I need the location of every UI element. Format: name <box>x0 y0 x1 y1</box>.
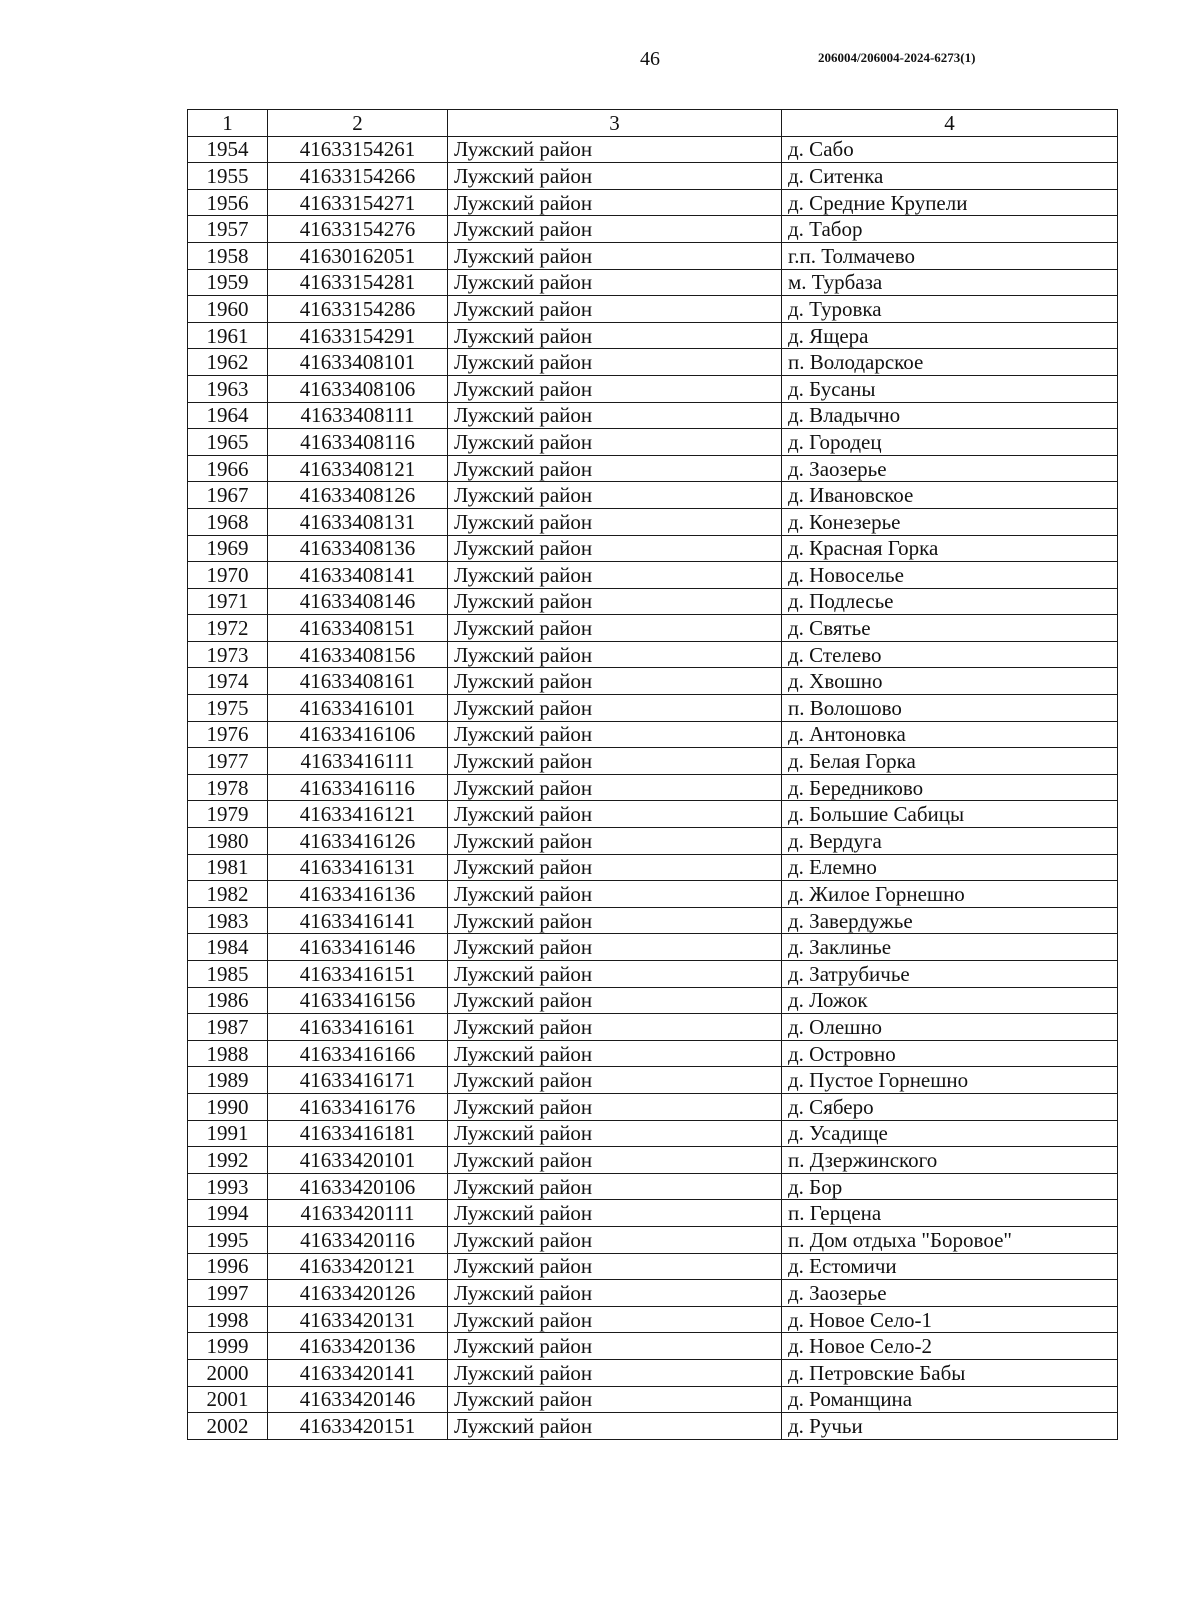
table-row <box>188 615 1118 642</box>
settlement-name: д. Табор <box>782 216 1118 243</box>
table-row <box>188 216 1118 243</box>
row-number: 1981 <box>188 854 268 881</box>
settlement-name: п. Герцена <box>782 1200 1118 1227</box>
district-name: Лужский район <box>448 907 782 934</box>
settlement-name: д. Затрубичье <box>782 961 1118 988</box>
oktmo-code: 41633154266 <box>268 163 448 190</box>
settlement-name: п. Дзержинского <box>782 1147 1118 1174</box>
settlement-name: п. Володарское <box>782 349 1118 376</box>
district-name: Лужский район <box>448 668 782 695</box>
oktmo-code: 41633420146 <box>268 1386 448 1413</box>
row-number: 1976 <box>188 721 268 748</box>
oktmo-code: 41633408131 <box>268 508 448 535</box>
district-name: Лужский район <box>448 349 782 376</box>
district-name: Лужский район <box>448 1200 782 1227</box>
table-row <box>188 322 1118 349</box>
settlement-name: д. Средние Крупели <box>782 189 1118 216</box>
settlement-name: д. Романщина <box>782 1386 1118 1413</box>
district-name: Лужский район <box>448 1306 782 1333</box>
district-name: Лужский район <box>448 1067 782 1094</box>
oktmo-code: 41633408121 <box>268 455 448 482</box>
district-name: Лужский район <box>448 322 782 349</box>
district-name: Лужский район <box>448 615 782 642</box>
table-row <box>188 455 1118 482</box>
district-name: Лужский район <box>448 854 782 881</box>
table-row <box>188 1147 1118 1174</box>
table-row <box>188 508 1118 535</box>
oktmo-code: 41633408101 <box>268 349 448 376</box>
oktmo-code: 41633408156 <box>268 641 448 668</box>
district-name: Лужский район <box>448 748 782 775</box>
row-number: 1955 <box>188 163 268 190</box>
oktmo-code: 41633420131 <box>268 1306 448 1333</box>
row-number: 1972 <box>188 615 268 642</box>
settlement-name: д. Елемно <box>782 854 1118 881</box>
table-row <box>188 1120 1118 1147</box>
table-row <box>188 136 1118 163</box>
document-id: 206004/206004-2024-6273(1) <box>818 50 976 65</box>
district-name: Лужский район <box>448 189 782 216</box>
settlement-name: г.п. Толмачево <box>782 242 1118 269</box>
oktmo-code: 41633408106 <box>268 375 448 402</box>
district-name: Лужский район <box>448 375 782 402</box>
oktmo-code: 41633154271 <box>268 189 448 216</box>
settlement-name: д. Новое Село-1 <box>782 1306 1118 1333</box>
district-name: Лужский район <box>448 163 782 190</box>
district-name: Лужский район <box>448 1333 782 1360</box>
settlement-name: д. Островно <box>782 1040 1118 1067</box>
settlement-name: д. Ящера <box>782 322 1118 349</box>
table-body <box>188 136 1118 1439</box>
row-number: 1992 <box>188 1147 268 1174</box>
oktmo-code: 41633416106 <box>268 721 448 748</box>
oktmo-code: 41633408111 <box>268 402 448 429</box>
district-name: Лужский район <box>448 136 782 163</box>
district-name: Лужский район <box>448 721 782 748</box>
row-number: 1973 <box>188 641 268 668</box>
column-header-number: 1 <box>188 110 268 137</box>
oktmo-code: 41633420111 <box>268 1200 448 1227</box>
oktmo-code: 41633420116 <box>268 1226 448 1253</box>
district-name: Лужский район <box>448 1120 782 1147</box>
table-row <box>188 1200 1118 1227</box>
table-row <box>188 349 1118 376</box>
row-number: 1986 <box>188 987 268 1014</box>
settlement-name: м. Турбаза <box>782 269 1118 296</box>
settlement-name: д. Вердуга <box>782 828 1118 855</box>
row-number: 2001 <box>188 1386 268 1413</box>
row-number: 1967 <box>188 482 268 509</box>
oktmo-code: 41633408116 <box>268 429 448 456</box>
row-number: 1971 <box>188 588 268 615</box>
row-number: 1983 <box>188 907 268 934</box>
table-row <box>188 854 1118 881</box>
row-number: 1980 <box>188 828 268 855</box>
settlement-name: д. Сяберо <box>782 1093 1118 1120</box>
district-name: Лужский район <box>448 934 782 961</box>
district-name: Лужский район <box>448 987 782 1014</box>
settlement-name: д. Ситенка <box>782 163 1118 190</box>
column-header-settlement: 4 <box>782 110 1118 137</box>
oktmo-code: 41633408161 <box>268 668 448 695</box>
district-name: Лужский район <box>448 961 782 988</box>
row-number: 1963 <box>188 375 268 402</box>
oktmo-code: 41633416111 <box>268 748 448 775</box>
table-row <box>188 1093 1118 1120</box>
settlement-name: д. Хвошно <box>782 668 1118 695</box>
row-number: 1989 <box>188 1067 268 1094</box>
row-number: 1964 <box>188 402 268 429</box>
settlement-name: д. Бусаны <box>782 375 1118 402</box>
table-row <box>188 774 1118 801</box>
row-number: 1977 <box>188 748 268 775</box>
row-number: 1970 <box>188 562 268 589</box>
table-row <box>188 1040 1118 1067</box>
district-name: Лужский район <box>448 1040 782 1067</box>
district-name: Лужский район <box>448 1386 782 1413</box>
oktmo-code: 41633420101 <box>268 1147 448 1174</box>
table-row <box>188 1067 1118 1094</box>
settlement-name: д. Антоновка <box>782 721 1118 748</box>
district-name: Лужский район <box>448 1173 782 1200</box>
oktmo-code: 41633420126 <box>268 1280 448 1307</box>
row-number: 1978 <box>188 774 268 801</box>
district-name: Лужский район <box>448 695 782 722</box>
table-row <box>188 1386 1118 1413</box>
settlement-name: д. Новое Село-2 <box>782 1333 1118 1360</box>
table-row <box>188 296 1118 323</box>
district-name: Лужский район <box>448 881 782 908</box>
settlement-name: д. Усадище <box>782 1120 1118 1147</box>
settlement-name: д. Владычно <box>782 402 1118 429</box>
oktmo-code: 41633416181 <box>268 1120 448 1147</box>
settlement-name: д. Завердужье <box>782 907 1118 934</box>
oktmo-code: 41633408136 <box>268 535 448 562</box>
settlement-name: д. Естомичи <box>782 1253 1118 1280</box>
column-header-code: 2 <box>268 110 448 137</box>
oktmo-code: 41633420106 <box>268 1173 448 1200</box>
oktmo-code: 41633408126 <box>268 482 448 509</box>
table-row <box>188 1306 1118 1333</box>
table-row <box>188 1333 1118 1360</box>
settlement-name: д. Олешно <box>782 1014 1118 1041</box>
settlement-name: д. Сабо <box>782 136 1118 163</box>
table-row <box>188 934 1118 961</box>
settlement-name: д. Большие Сабицы <box>782 801 1118 828</box>
settlement-name: д. Бередниково <box>782 774 1118 801</box>
row-number: 1966 <box>188 455 268 482</box>
table-row <box>188 828 1118 855</box>
district-name: Лужский район <box>448 641 782 668</box>
oktmo-code: 41633416141 <box>268 907 448 934</box>
oktmo-code: 41633408146 <box>268 588 448 615</box>
row-number: 1958 <box>188 242 268 269</box>
table-row <box>188 1280 1118 1307</box>
district-name: Лужский район <box>448 242 782 269</box>
row-number: 1984 <box>188 934 268 961</box>
district-name: Лужский район <box>448 588 782 615</box>
table-row <box>188 961 1118 988</box>
row-number: 1974 <box>188 668 268 695</box>
settlement-name: д. Стелево <box>782 641 1118 668</box>
row-number: 2002 <box>188 1413 268 1440</box>
settlement-name: д. Бор <box>782 1173 1118 1200</box>
table-row <box>188 1173 1118 1200</box>
table-row <box>188 588 1118 615</box>
settlement-name: д. Петровские Бабы <box>782 1359 1118 1386</box>
settlement-name: д. Конезерье <box>782 508 1118 535</box>
oktmo-code: 41633416116 <box>268 774 448 801</box>
district-name: Лужский район <box>448 1014 782 1041</box>
row-number: 1996 <box>188 1253 268 1280</box>
district-name: Лужский район <box>448 1253 782 1280</box>
table-row <box>188 429 1118 456</box>
settlement-name: д. Ложок <box>782 987 1118 1014</box>
settlement-name: д. Заозерье <box>782 455 1118 482</box>
district-name: Лужский район <box>448 535 782 562</box>
table-row <box>188 801 1118 828</box>
row-number: 1954 <box>188 136 268 163</box>
row-number: 1994 <box>188 1200 268 1227</box>
column-header-district: 3 <box>448 110 782 137</box>
oktmo-code: 41633154291 <box>268 322 448 349</box>
settlements-table <box>187 109 1118 1440</box>
table-row <box>188 748 1118 775</box>
table-row <box>188 641 1118 668</box>
oktmo-code: 41633416136 <box>268 881 448 908</box>
oktmo-code: 41633154281 <box>268 269 448 296</box>
district-name: Лужский район <box>448 1359 782 1386</box>
settlement-name: д. Жилое Горнешно <box>782 881 1118 908</box>
oktmo-code: 41633408151 <box>268 615 448 642</box>
table-row <box>188 1359 1118 1386</box>
row-number: 1959 <box>188 269 268 296</box>
district-name: Лужский район <box>448 562 782 589</box>
oktmo-code: 41633154276 <box>268 216 448 243</box>
row-number: 1957 <box>188 216 268 243</box>
oktmo-code: 41633416121 <box>268 801 448 828</box>
table-row <box>188 482 1118 509</box>
table-row <box>188 881 1118 908</box>
oktmo-code: 41633416166 <box>268 1040 448 1067</box>
table-row <box>188 402 1118 429</box>
settlement-name: д. Подлесье <box>782 588 1118 615</box>
row-number: 2000 <box>188 1359 268 1386</box>
settlement-name: д. Святье <box>782 615 1118 642</box>
settlement-name: п. Дом отдыха "Боровое" <box>782 1226 1118 1253</box>
table-row <box>188 668 1118 695</box>
table-row <box>188 1413 1118 1440</box>
oktmo-code: 41633416146 <box>268 934 448 961</box>
table-row <box>188 721 1118 748</box>
settlement-name: д. Пустое Горнешно <box>782 1067 1118 1094</box>
table-row <box>188 987 1118 1014</box>
settlement-name: д. Белая Горка <box>782 748 1118 775</box>
district-name: Лужский район <box>448 1093 782 1120</box>
oktmo-code: 41633416126 <box>268 828 448 855</box>
settlement-name: д. Новоселье <box>782 562 1118 589</box>
oktmo-code: 41633420136 <box>268 1333 448 1360</box>
oktmo-code: 41633416156 <box>268 987 448 1014</box>
row-number: 1962 <box>188 349 268 376</box>
row-number: 1987 <box>188 1014 268 1041</box>
district-name: Лужский район <box>448 482 782 509</box>
table-row <box>188 907 1118 934</box>
settlement-name: д. Красная Горка <box>782 535 1118 562</box>
row-number: 1998 <box>188 1306 268 1333</box>
district-name: Лужский район <box>448 1280 782 1307</box>
page-number: 46 <box>640 48 660 70</box>
oktmo-code: 41633154261 <box>268 136 448 163</box>
table-row <box>188 375 1118 402</box>
oktmo-code: 41630162051 <box>268 242 448 269</box>
row-number: 1956 <box>188 189 268 216</box>
district-name: Лужский район <box>448 216 782 243</box>
table-row <box>188 242 1118 269</box>
district-name: Лужский район <box>448 828 782 855</box>
oktmo-code: 41633420151 <box>268 1413 448 1440</box>
table-row <box>188 269 1118 296</box>
settlement-name: п. Волошово <box>782 695 1118 722</box>
row-number: 1997 <box>188 1280 268 1307</box>
oktmo-code: 41633416101 <box>268 695 448 722</box>
table-row <box>188 695 1118 722</box>
oktmo-code: 41633416171 <box>268 1067 448 1094</box>
district-name: Лужский район <box>448 774 782 801</box>
table-header-row <box>188 110 1118 137</box>
district-name: Лужский район <box>448 1413 782 1440</box>
table-row <box>188 1253 1118 1280</box>
table-row <box>188 189 1118 216</box>
row-number: 1979 <box>188 801 268 828</box>
table-row <box>188 535 1118 562</box>
row-number: 1965 <box>188 429 268 456</box>
district-name: Лужский район <box>448 296 782 323</box>
district-name: Лужский район <box>448 455 782 482</box>
settlement-name: д. Заклинье <box>782 934 1118 961</box>
table-row <box>188 1226 1118 1253</box>
district-name: Лужский район <box>448 402 782 429</box>
row-number: 1982 <box>188 881 268 908</box>
settlement-name: д. Городец <box>782 429 1118 456</box>
district-name: Лужский район <box>448 1226 782 1253</box>
row-number: 1985 <box>188 961 268 988</box>
settlement-name: д. Заозерье <box>782 1280 1118 1307</box>
district-name: Лужский район <box>448 1147 782 1174</box>
district-name: Лужский район <box>448 269 782 296</box>
table-row <box>188 562 1118 589</box>
oktmo-code: 41633416176 <box>268 1093 448 1120</box>
table-row <box>188 163 1118 190</box>
oktmo-code: 41633416131 <box>268 854 448 881</box>
row-number: 1960 <box>188 296 268 323</box>
row-number: 1991 <box>188 1120 268 1147</box>
row-number: 1969 <box>188 535 268 562</box>
row-number: 1993 <box>188 1173 268 1200</box>
settlement-name: д. Ивановское <box>782 482 1118 509</box>
oktmo-code: 41633154286 <box>268 296 448 323</box>
oktmo-code: 41633420141 <box>268 1359 448 1386</box>
district-name: Лужский район <box>448 801 782 828</box>
row-number: 1990 <box>188 1093 268 1120</box>
oktmo-code: 41633420121 <box>268 1253 448 1280</box>
oktmo-code: 41633416161 <box>268 1014 448 1041</box>
table-row <box>188 1014 1118 1041</box>
settlement-name: д. Туровка <box>782 296 1118 323</box>
row-number: 1961 <box>188 322 268 349</box>
row-number: 1999 <box>188 1333 268 1360</box>
oktmo-code: 41633408141 <box>268 562 448 589</box>
oktmo-code: 41633416151 <box>268 961 448 988</box>
row-number: 1968 <box>188 508 268 535</box>
settlement-name: д. Ручьи <box>782 1413 1118 1440</box>
district-name: Лужский район <box>448 508 782 535</box>
row-number: 1995 <box>188 1226 268 1253</box>
district-name: Лужский район <box>448 429 782 456</box>
row-number: 1975 <box>188 695 268 722</box>
row-number: 1988 <box>188 1040 268 1067</box>
